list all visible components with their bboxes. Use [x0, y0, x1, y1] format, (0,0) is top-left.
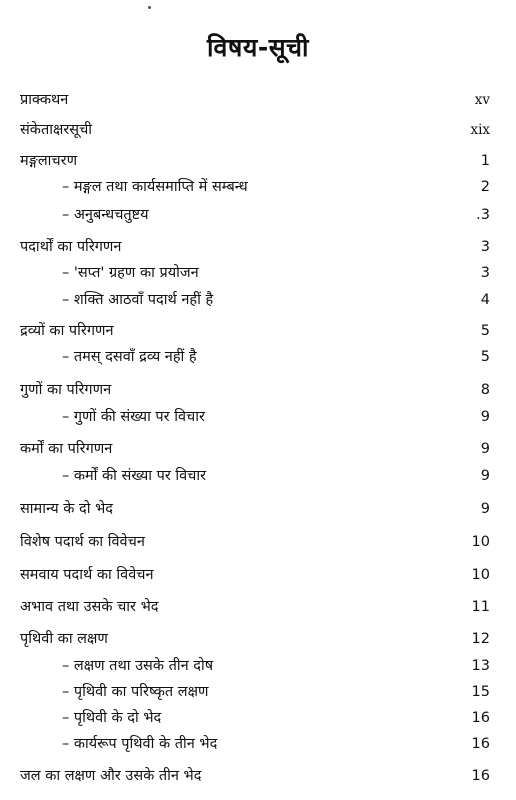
toc-entry-label: सामान्य के दो भेद — [20, 501, 113, 517]
toc-entry-label: – कार्यरूप पृथिवी के तीन भेद — [62, 736, 218, 752]
toc-entry-label: – अनुबन्धचतुष्टय — [62, 207, 149, 223]
toc-entry-label: – पृथिवी का परिष्कृत लक्षण — [62, 684, 209, 700]
page-title: विषय-सूची — [207, 33, 309, 62]
toc-entry-label: कर्मों का परिगणन — [20, 441, 113, 457]
toc-entry-page: 8 — [480, 382, 490, 398]
toc-entry-label: – 'सप्त' ग्रहण का प्रयोजन — [62, 265, 199, 281]
toc-entry-page: 9 — [480, 409, 490, 425]
toc-entry-page: 16 — [471, 768, 490, 784]
toc-entry[interactable] — [0, 319, 516, 343]
toc-entry-page: 3 — [480, 265, 490, 281]
toc-entry-label: – कर्मों की संख्या पर विचार — [62, 468, 207, 484]
toc-subentry[interactable] — [0, 203, 516, 227]
toc-entry-label: पदार्थों का परिगणन — [20, 239, 122, 255]
toc-entry-page: 11 — [471, 599, 490, 615]
toc-entry[interactable] — [0, 378, 516, 402]
toc-entry-page: 5 — [480, 349, 490, 365]
toc-entry-page: xv — [474, 92, 490, 108]
toc-entry-page: 15 — [471, 684, 490, 700]
toc-entry[interactable] — [0, 563, 516, 587]
toc-entry-page: 16 — [471, 736, 490, 752]
toc-subentry[interactable] — [0, 345, 516, 369]
toc-entry-page: 3 — [480, 239, 490, 255]
toc-entry-page: 10 — [471, 534, 490, 550]
toc-entry-label: प्राक्कथन — [20, 92, 69, 108]
toc-entry-label: अभाव तथा उसके चार भेद — [20, 599, 159, 615]
toc-entry[interactable] — [0, 235, 516, 259]
toc-subentry[interactable] — [0, 175, 516, 199]
toc-entry-label: समवाय पदार्थ का विवेचन — [20, 567, 154, 583]
toc-entry-label: जल का लक्षण और उसके तीन भेद — [20, 768, 202, 784]
toc-entry[interactable] — [0, 118, 516, 142]
toc-entry[interactable] — [0, 497, 516, 521]
toc-subentry[interactable] — [0, 464, 516, 488]
toc-entry-label: – शक्ति आठवाँ पदार्थ नहीं है — [62, 292, 214, 308]
toc-entry-page: 5 — [480, 323, 490, 339]
toc-entry-label: विशेष पदार्थ का विवेचन — [20, 534, 145, 550]
toc-subentry[interactable] — [0, 706, 516, 730]
toc-subentry[interactable] — [0, 261, 516, 285]
toc-entry-page: .3 — [476, 207, 490, 223]
toc-subentry[interactable] — [0, 288, 516, 312]
toc-entry-label: – गुणों की संख्या पर विचार — [62, 409, 205, 425]
toc-subentry[interactable] — [0, 654, 516, 678]
toc-entry-page: 9 — [480, 468, 490, 484]
toc-entry-label: संकेताक्षरसूची — [20, 122, 93, 138]
toc-entry-label: – मङ्गल तथा कार्यसमाप्ति में सम्बन्ध — [62, 179, 248, 195]
toc-entry-page: 16 — [471, 710, 490, 726]
toc-subentry[interactable] — [0, 405, 516, 429]
toc-entry[interactable] — [0, 764, 516, 788]
toc-entry[interactable] — [0, 627, 516, 651]
toc-entry-label: – लक्षण तथा उसके तीन दोष — [62, 658, 214, 674]
toc-entry-label: गुणों का परिगणन — [20, 382, 112, 398]
toc-entry-page: 2 — [480, 179, 490, 195]
toc-entry-page: 13 — [471, 658, 490, 674]
toc-subentry[interactable] — [0, 680, 516, 704]
toc-entry-page: 9 — [480, 441, 490, 457]
toc-entry-page: 4 — [480, 292, 490, 308]
toc-entry-label: पृथिवी का लक्षण — [20, 631, 108, 647]
toc-entry-page: 10 — [471, 567, 490, 583]
toc-entry-label: मङ्गलाचरण — [20, 153, 78, 169]
toc-entry-page: xix — [470, 122, 490, 138]
toc-entry-page: 1 — [480, 153, 490, 169]
toc-entry[interactable] — [0, 88, 516, 112]
toc-entry-page: 9 — [480, 501, 490, 517]
toc-entry-page: 12 — [471, 631, 490, 647]
toc-entry[interactable] — [0, 437, 516, 461]
toc-entry[interactable] — [0, 149, 516, 173]
toc-subentry[interactable] — [0, 732, 516, 756]
toc-entry-label: द्रव्यों का परिगणन — [20, 323, 114, 339]
toc-entry[interactable] — [0, 595, 516, 619]
toc-entry[interactable] — [0, 530, 516, 554]
toc-entry-label: – तमस् दसवाँ द्रव्य नहीं है — [62, 349, 197, 365]
toc-entry-label: – पृथिवी के दो भेद — [62, 710, 162, 726]
